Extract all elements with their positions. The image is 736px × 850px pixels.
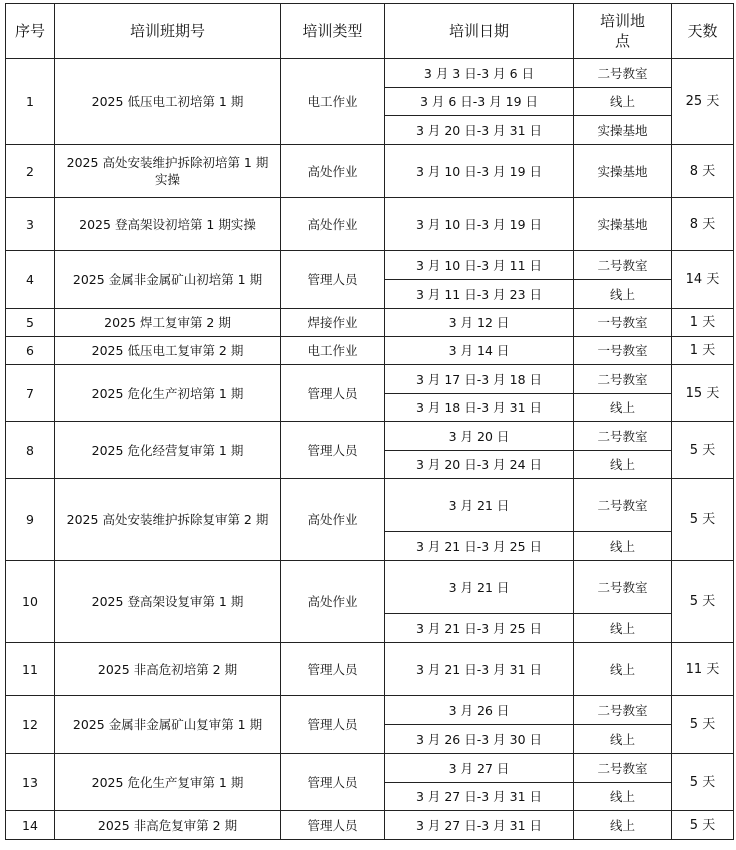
header-place <box>574 4 672 59</box>
table-row <box>6 811 734 840</box>
class-name-cell: 2025 登高架设复审第 1 期 <box>55 561 281 643</box>
table-row <box>6 479 734 532</box>
training-place-cell: 二号教室 <box>574 365 672 394</box>
training-date-cell: 3 月 18 日-3 月 31 日 <box>385 394 574 422</box>
training-place-cell: 实操基地 <box>574 116 672 145</box>
days-cell: 8 天 <box>672 145 734 198</box>
days-cell: 11 天 <box>672 643 734 696</box>
training-place-cell: 线上 <box>574 783 672 811</box>
header-type: 培训类型 <box>281 4 385 59</box>
header-days: 天数 <box>672 4 734 59</box>
row-number-cell: 4 <box>6 251 55 309</box>
training-place-cell: 二号教室 <box>574 696 672 725</box>
training-date-cell: 3 月 10 日-3 月 19 日 <box>385 198 574 251</box>
days-cell: 15 天 <box>672 365 734 422</box>
table-row <box>6 309 734 337</box>
table-row <box>6 337 734 365</box>
header-row <box>6 4 734 59</box>
table-body <box>6 59 734 840</box>
training-type-cell: 管理人员 <box>281 754 385 811</box>
training-place-cell: 二号教室 <box>574 251 672 280</box>
training-place-cell: 实操基地 <box>574 198 672 251</box>
training-type-cell: 管理人员 <box>281 696 385 754</box>
training-date-cell: 3 月 20 日 <box>385 422 574 451</box>
class-name-cell: 2025 焊工复审第 2 期 <box>55 309 281 337</box>
training-place-cell: 线上 <box>574 811 672 840</box>
table-row <box>6 59 734 88</box>
training-date-cell: 3 月 21 日-3 月 25 日 <box>385 532 574 561</box>
training-type-cell: 管理人员 <box>281 365 385 422</box>
training-date-cell: 3 月 27 日-3 月 31 日 <box>385 783 574 811</box>
header-date: 培训日期 <box>385 4 574 59</box>
training-date-cell: 3 月 21 日 <box>385 561 574 614</box>
header-place-text: 培训地点 <box>599 12 645 50</box>
training-date-cell: 3 月 6 日-3 月 19 日 <box>385 88 574 116</box>
table-row <box>6 251 734 280</box>
header-no: 序号 <box>6 4 55 59</box>
row-number-cell: 13 <box>6 754 55 811</box>
training-type-cell: 管理人员 <box>281 422 385 479</box>
training-type-cell: 高处作业 <box>281 479 385 561</box>
training-schedule-table-wrapper <box>5 3 734 840</box>
training-date-cell: 3 月 27 日 <box>385 754 574 783</box>
training-date-cell: 3 月 20 日-3 月 24 日 <box>385 451 574 479</box>
training-place-cell: 线上 <box>574 614 672 643</box>
training-date-cell: 3 月 3 日-3 月 6 日 <box>385 59 574 88</box>
table-row <box>6 696 734 725</box>
training-date-cell: 3 月 17 日-3 月 18 日 <box>385 365 574 394</box>
training-date-cell: 3 月 11 日-3 月 23 日 <box>385 280 574 309</box>
training-date-cell: 3 月 21 日 <box>385 479 574 532</box>
days-cell: 5 天 <box>672 696 734 754</box>
training-place-cell: 二号教室 <box>574 59 672 88</box>
row-number-cell: 7 <box>6 365 55 422</box>
training-type-cell: 管理人员 <box>281 643 385 696</box>
training-type-cell: 电工作业 <box>281 59 385 145</box>
training-date-cell: 3 月 20 日-3 月 31 日 <box>385 116 574 145</box>
table-row <box>6 365 734 394</box>
class-name-cell: 2025 非高危复审第 2 期 <box>55 811 281 840</box>
class-name-cell: 2025 金属非金属矿山复审第 1 期 <box>55 696 281 754</box>
training-type-cell: 高处作业 <box>281 198 385 251</box>
training-date-cell: 3 月 10 日-3 月 11 日 <box>385 251 574 280</box>
table-row <box>6 198 734 251</box>
training-place-cell: 线上 <box>574 451 672 479</box>
class-name-cell: 2025 高处安装维护拆除复审第 2 期 <box>55 479 281 561</box>
table-row <box>6 145 734 198</box>
training-date-cell: 3 月 21 日-3 月 31 日 <box>385 643 574 696</box>
table-row <box>6 754 734 783</box>
training-date-cell: 3 月 26 日 <box>385 696 574 725</box>
training-place-cell: 一号教室 <box>574 337 672 365</box>
days-cell: 25 天 <box>672 59 734 145</box>
row-number-cell: 2 <box>6 145 55 198</box>
training-type-cell: 管理人员 <box>281 251 385 309</box>
class-name-cell: 2025 低压电工初培第 1 期 <box>55 59 281 145</box>
training-place-cell: 一号教室 <box>574 309 672 337</box>
training-date-cell: 3 月 27 日-3 月 31 日 <box>385 811 574 840</box>
training-place-cell: 线上 <box>574 88 672 116</box>
days-cell: 5 天 <box>672 811 734 840</box>
row-number-cell: 1 <box>6 59 55 145</box>
days-cell: 5 天 <box>672 561 734 643</box>
row-number-cell: 14 <box>6 811 55 840</box>
class-name-cell: 2025 低压电工复审第 2 期 <box>55 337 281 365</box>
row-number-cell: 5 <box>6 309 55 337</box>
row-number-cell: 3 <box>6 198 55 251</box>
training-type-cell: 焊接作业 <box>281 309 385 337</box>
training-place-cell: 线上 <box>574 643 672 696</box>
training-date-cell: 3 月 12 日 <box>385 309 574 337</box>
days-cell: 5 天 <box>672 479 734 561</box>
table-row <box>6 422 734 451</box>
class-name-cell: 2025 非高危初培第 2 期 <box>55 643 281 696</box>
row-number-cell: 11 <box>6 643 55 696</box>
header-class: 培训班期号 <box>55 4 281 59</box>
training-type-cell: 高处作业 <box>281 561 385 643</box>
training-place-cell: 二号教室 <box>574 479 672 532</box>
training-type-cell: 电工作业 <box>281 337 385 365</box>
class-name-cell: 2025 金属非金属矿山初培第 1 期 <box>55 251 281 309</box>
training-place-cell: 线上 <box>574 532 672 561</box>
training-place-cell: 线上 <box>574 280 672 309</box>
days-cell: 1 天 <box>672 309 734 337</box>
days-cell: 8 天 <box>672 198 734 251</box>
table-header <box>6 4 734 59</box>
training-date-cell: 3 月 10 日-3 月 19 日 <box>385 145 574 198</box>
table-row <box>6 643 734 696</box>
class-name-cell: 2025 危化生产复审第 1 期 <box>55 754 281 811</box>
row-number-cell: 9 <box>6 479 55 561</box>
class-name-cell: 2025 危化经营复审第 1 期 <box>55 422 281 479</box>
training-schedule-table <box>5 3 734 840</box>
training-place-cell: 线上 <box>574 725 672 754</box>
row-number-cell: 6 <box>6 337 55 365</box>
class-name-cell: 2025 高处安装维护拆除初培第 1 期实操 <box>55 145 281 198</box>
training-place-cell: 实操基地 <box>574 145 672 198</box>
days-cell: 14 天 <box>672 251 734 309</box>
training-type-cell: 高处作业 <box>281 145 385 198</box>
training-date-cell: 3 月 26 日-3 月 30 日 <box>385 725 574 754</box>
table-row <box>6 561 734 614</box>
row-number-cell: 8 <box>6 422 55 479</box>
training-place-cell: 二号教室 <box>574 422 672 451</box>
row-number-cell: 10 <box>6 561 55 643</box>
class-name-cell: 2025 登高架设初培第 1 期实操 <box>55 198 281 251</box>
training-date-cell: 3 月 21 日-3 月 25 日 <box>385 614 574 643</box>
training-place-cell: 二号教室 <box>574 561 672 614</box>
days-cell: 1 天 <box>672 337 734 365</box>
days-cell: 5 天 <box>672 754 734 811</box>
training-place-cell: 二号教室 <box>574 754 672 783</box>
days-cell: 5 天 <box>672 422 734 479</box>
training-date-cell: 3 月 14 日 <box>385 337 574 365</box>
class-name-cell: 2025 危化生产初培第 1 期 <box>55 365 281 422</box>
training-type-cell: 管理人员 <box>281 811 385 840</box>
row-number-cell: 12 <box>6 696 55 754</box>
training-place-cell: 线上 <box>574 394 672 422</box>
